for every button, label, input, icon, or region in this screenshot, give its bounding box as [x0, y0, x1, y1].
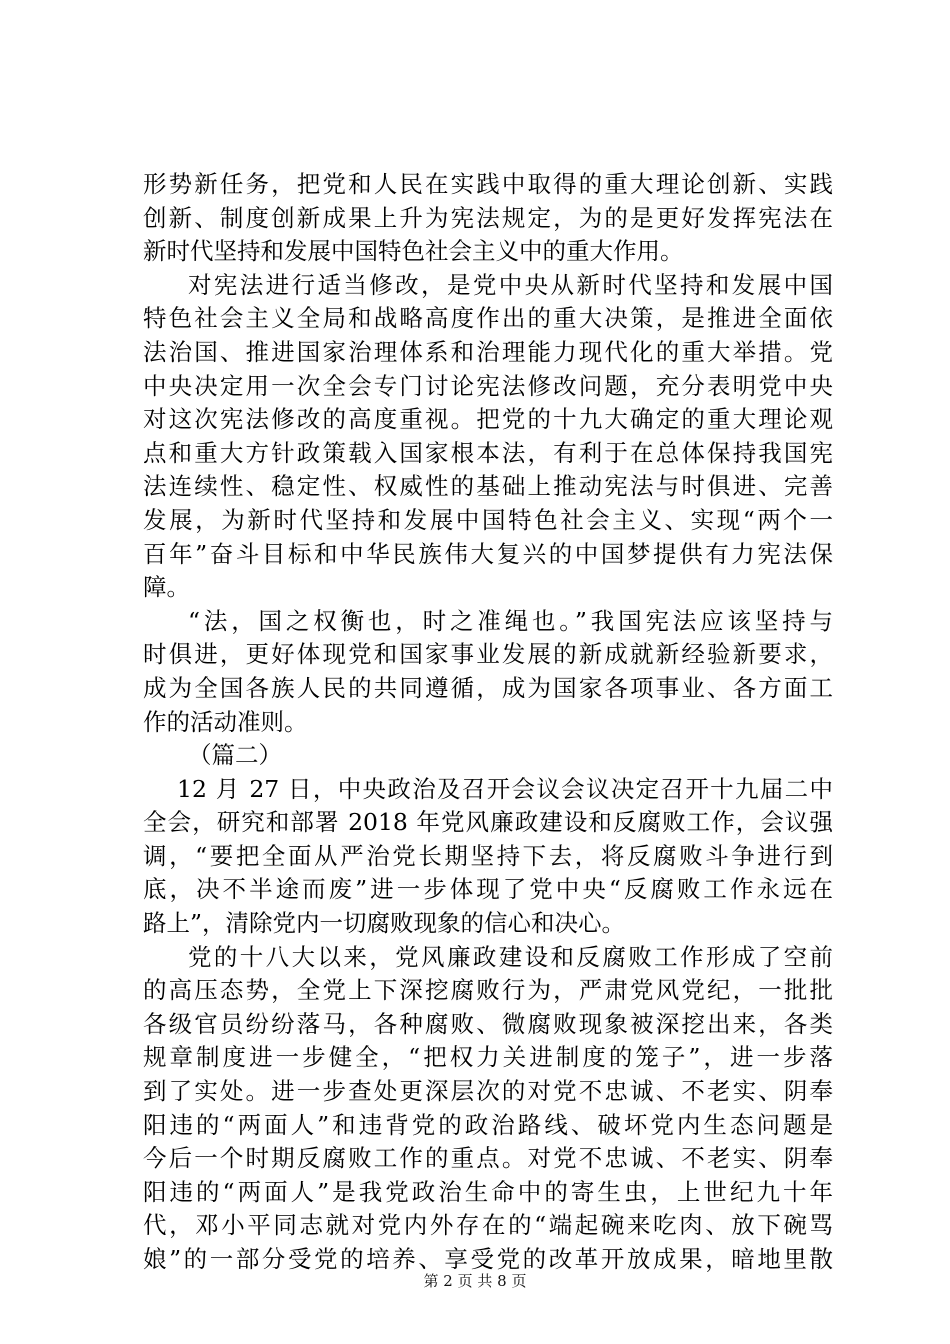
- text-line: 各级官员纷纷落马，各种腐败、微腐败现象被深挖出来，各类: [143, 1009, 833, 1038]
- document-body: [143, 168, 833, 1277]
- text-line: 到了实处。进一步查处更深层次的对党不忠诚、不老实、阴奉: [143, 1077, 833, 1106]
- text-line: 法连续性、稳定性、权威性的基础上推动宪法与时俱进、完善: [143, 472, 833, 501]
- text-line: 12 月 27 日，中央政治及召开会议会议决定召开十九届二中: [177, 774, 833, 803]
- text-line: 路上”，清除党内一切腐败现象的信心和决心。: [143, 909, 626, 938]
- text-line: 阳违的“两面人”是我党政治生命中的寄生虫，上世纪九十年: [143, 1177, 833, 1206]
- section-heading: （篇二）: [188, 741, 282, 770]
- text-line: 法治国、推进国家治理体系和治理能力现代化的重大举措。党: [143, 337, 833, 366]
- text-line: 规章制度进一步健全，“把权力关进制度的笼子”，进一步落: [143, 1043, 833, 1072]
- text-line: 对宪法进行适当修改，是党中央从新时代坚持和发展中国: [188, 270, 833, 299]
- text-line: 对这次宪法修改的高度重视。把党的十九大确定的重大理论观: [143, 405, 833, 434]
- text-line: 代，邓小平同志就对党内外存在的“端起碗来吃肉、放下碗骂: [143, 1211, 833, 1240]
- text-line: “法，国之权衡也，时之准绳也。”我国宪法应该坚持与: [188, 606, 833, 635]
- text-line: 调，“要把全面从严治党长期坚持下去，将反腐败斗争进行到: [143, 841, 833, 870]
- text-line: 新时代坚持和发展中国特色社会主义中的重大作用。: [143, 237, 684, 266]
- text-line: 底，决不半途而废”进一步体现了党中央“反腐败工作永远在: [143, 875, 833, 904]
- text-line: 党的十八大以来，党风廉政建设和反腐败工作形成了空前: [188, 942, 833, 971]
- text-line: 特色社会主义全局和战略高度作出的重大决策，是推进全面依: [143, 304, 833, 333]
- text-line: 障。: [143, 573, 190, 602]
- text-line: 时俱进，更好体现党和国家事业发展的新成就新经验新要求，: [143, 640, 833, 669]
- text-line: 今后一个时期反腐败工作的重点。对党不忠诚、不老实、阴奉: [143, 1144, 833, 1173]
- text-line: 娘”的一部分受党的培养、享受党的改革开放成果，暗地里散: [143, 1245, 833, 1273]
- text-line: 点和重大方针政策载入国家根本法，有利于在总体保持我国宪: [143, 438, 833, 467]
- text-line: 成为全国各族人民的共同遵循，成为国家各项事业、各方面工: [143, 673, 833, 702]
- text-line: 发展，为新时代坚持和发展中国特色社会主义、实现“两个一: [143, 505, 833, 534]
- text-line: 形势新任务，把党和人民在实践中取得的重大理论创新、实践: [143, 170, 833, 198]
- text-line: 阳违的“两面人”和违背党的政治路线、破坏党内生态问题是: [143, 1110, 833, 1139]
- text-line: 的高压态势，全党上下深挖腐败行为，严肃党风党纪，一批批: [143, 976, 833, 1005]
- text-line: 作的活动准则。: [143, 707, 308, 736]
- text-line: 中央决定用一次全会专门讨论宪法修改问题，充分表明党中央: [143, 371, 833, 400]
- text-line: 百年”奋斗目标和中华民族伟大复兴的中国梦提供有力宪法保: [143, 539, 833, 568]
- text-line: 创新、制度创新成果上升为宪法规定，为的是更好发挥宪法在: [143, 203, 833, 232]
- page-number-footer: 第 2 页 共 8 页: [423, 1272, 527, 1290]
- text-line: 全会，研究和部署 2018 年党风廉政建设和反腐败工作，会议强: [143, 808, 833, 837]
